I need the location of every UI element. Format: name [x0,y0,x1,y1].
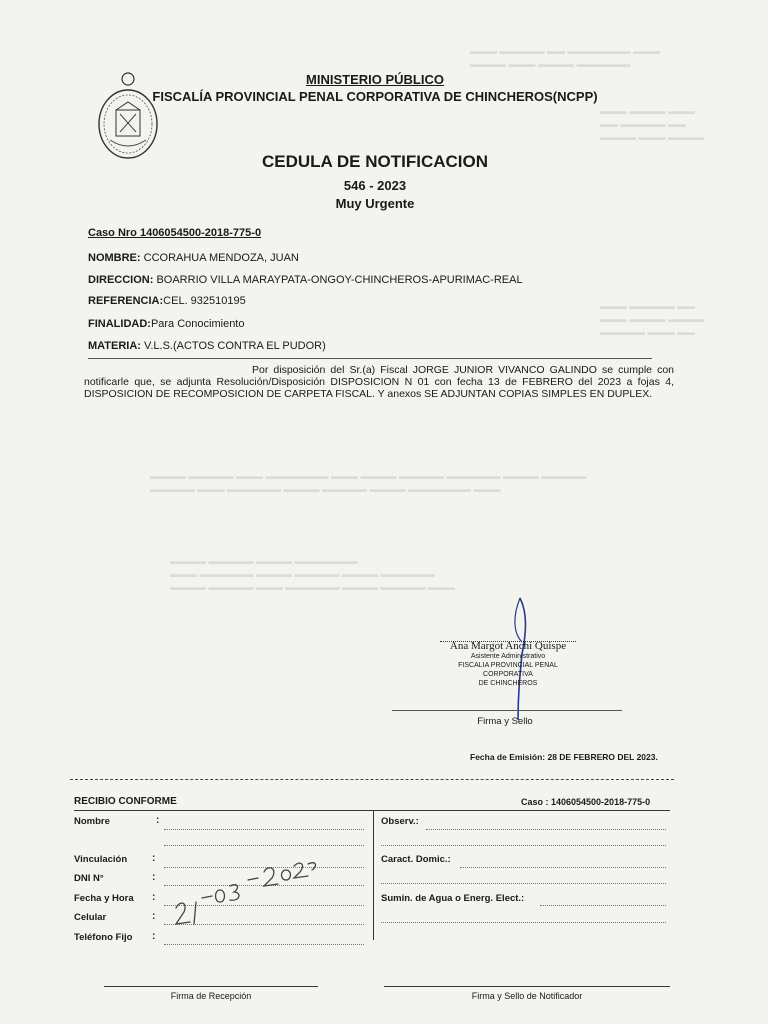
field-materia [88,340,326,352]
notification-text: Por disposición del Sr.(a) Fiscal JORGE JUNIOR VIVANCO GALINDO se cumple con notificarle que, se adjunta Resolución/Disposición DISPOSICION N 01 con fecha 13 de FEBRERO del 2023 a fojas 4, DISPOSICION DE RECOMPOSICION DE CARPETA FISCAL. Y anexos SE ADJUNTAN COPIAS SIMPLES EN DUPLEX. [84,364,674,400]
colon: : [152,931,156,942]
section-divider [88,358,652,359]
ministry-title: MINISTERIO PÚBLICO [306,72,444,87]
receipt-label-celular: Celular [74,912,107,923]
receipt-label-fecha-hora: Fecha y Hora [74,893,134,904]
signature-block [438,640,578,688]
office-title: FISCALÍA PROVINCIAL PENAL CORPORATIVA DE CHINCHEROS(NCPP) [152,89,598,104]
field-label: DIRECCION: [88,274,154,286]
colon: : [152,892,156,903]
observ-entry-line[interactable] [426,829,666,830]
receipt-case-number: Caso : 1406054500-2018-775-0 [521,797,651,807]
bleed-through-text: ▬▬▬ ▬▬▬▬▬ ▬▬ ▬▬▬▬▬▬▬ ▬▬▬ ▬▬▬▬ ▬▬▬ ▬▬▬▬ ▬▬▬▬▬▬ [470,46,661,69]
reception-signature-caption: Firma de Recepción [170,991,252,1001]
bleed-through-text: ▬▬▬▬ ▬▬▬▬▬ ▬▬▬▬ ▬▬▬▬▬▬▬ ▬▬▬ ▬▬▬▬▬▬ ▬▬▬▬ ▬▬▬▬▬ ▬▬▬▬ ▬▬▬▬▬▬ ▬▬▬▬ ▬▬▬▬▬ ▬▬▬ ▬▬▬▬▬▬ ▬▬▬▬ ▬▬▬▬▬ ▬▬▬ [170,556,456,592]
signer-role: Asistente Administrativo [470,653,546,660]
document-number: 546 - 2023 [343,178,407,193]
receipt-column-divider [373,810,374,940]
observ-entry-line-2[interactable] [381,845,666,846]
telefono-entry-line[interactable] [164,944,364,945]
handwritten-date [168,850,318,930]
caract-domic-entry-line[interactable] [460,867,666,868]
receipt-label-caract-domic: Caract. Domic.: [381,854,451,865]
field-nombre [88,252,299,264]
field-value: Para Conocimiento [150,318,245,330]
field-label: MATERIA: [88,340,141,352]
signer-office-line1: FISCALIA PROVINCIAL PENAL CORPORATIVA [458,662,558,678]
colon: : [152,853,156,864]
field-referencia [88,295,246,307]
case-number: Caso Nro 1406054500-2018-775-0 [88,227,262,239]
signer-office-line2: DE CHINCHEROS [478,680,538,687]
field-label: FINALIDAD: [88,318,151,330]
field-label: NOMBRE: [88,252,141,264]
field-direccion [88,274,523,286]
suministro-entry-line[interactable] [540,905,666,906]
bleed-through-text: ▬▬▬ ▬▬▬▬ ▬▬▬ ▬▬ ▬▬▬▬▬ ▬▬ ▬▬▬▬ ▬▬▬ ▬▬▬▬ [600,106,705,142]
field-value: BOARRIO VILLA MARAYPATA-ONGOY-CHINCHEROS-APURIMAC-REAL [153,274,523,286]
priority-label: Muy Urgente [335,196,415,211]
nombre-entry-line-2[interactable] [164,845,364,846]
receipt-label-dni: DNI N° [74,873,104,884]
receipt-top-rule [74,810,670,811]
notification-body [84,364,674,400]
notifier-signature-line [384,986,670,987]
reception-signature-line [104,986,318,987]
receipt-label-suministro: Sumin. de Agua o Energ. Elect.: [381,893,525,904]
signer-name: Ana Margot Anchi Quispe [449,640,567,652]
field-finalidad [88,318,245,330]
document-title: CEDULA DE NOTIFICACION [261,152,489,171]
colon: : [156,815,160,826]
emission-date: Fecha de Emisión: 28 DE FEBRERO DEL 2023. [470,752,658,762]
bleed-through-text: ▬▬▬ ▬▬▬▬▬ ▬▬ ▬▬▬ ▬▬▬▬ ▬▬▬▬ ▬▬▬▬▬ ▬▬▬ ▬▬ [600,301,705,337]
signature-line [392,710,622,711]
receipt-label-telefono: Teléfono Fijo [74,932,133,943]
nombre-entry-line[interactable] [164,829,364,830]
field-value: CCORAHUA MENDOZA, JUAN [140,252,299,264]
colon: : [152,911,156,922]
caract-domic-entry-line-2[interactable] [381,883,666,884]
field-value: V.L.S.(ACTOS CONTRA EL PUDOR) [140,340,326,352]
notifier-signature-caption: Firma y Sello de Notificador [471,991,583,1001]
field-value: CEL. 932510195 [163,295,246,307]
receipt-label-nombre: Nombre [74,816,110,827]
bleed-through-text: ▬▬▬▬ ▬▬▬▬▬ ▬▬▬ ▬▬▬▬▬▬▬ ▬▬▬ ▬▬▬▬ ▬▬▬▬▬ ▬▬▬▬▬▬ ▬▬▬▬ ▬▬▬▬▬ ▬▬▬▬▬ ▬▬▬ ▬▬▬▬▬▬ ▬▬▬▬ ▬▬▬▬▬ ▬▬▬▬ ▬▬▬▬▬▬▬ ▬▬▬ [150,471,587,494]
field-label: REFERENCIA: [88,295,164,307]
receipt-title: RECIBIO CONFORME [74,796,177,807]
receipt-label-observ: Observ.: [381,816,419,827]
cut-line [70,779,674,780]
receipt-label-vinculacion: Vinculación [74,854,128,865]
signature-caption: Firma y Sello [477,716,533,727]
suministro-entry-line-2[interactable] [381,922,666,923]
colon: : [152,872,156,883]
